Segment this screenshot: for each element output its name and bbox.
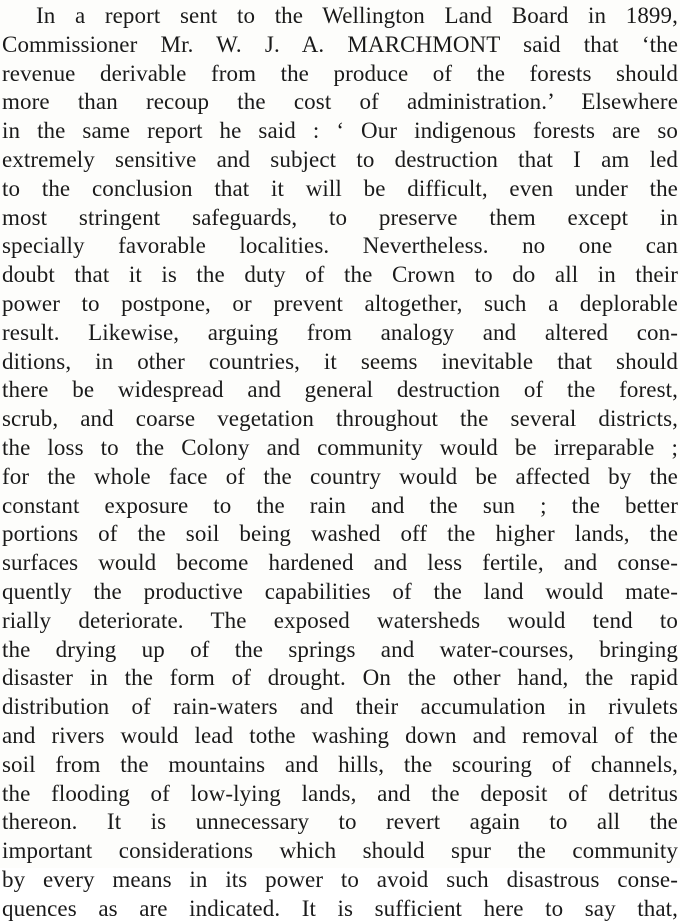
paragraph xyxy=(2,2,678,924)
text-line: power to postpone, or prevent altogether, such a deplorable xyxy=(2,290,678,316)
text-line: more than recoup the cost of administration.’ Elsewhere xyxy=(2,89,678,115)
text-line: extremely sensitive and subject to destruction that I am led xyxy=(2,146,678,172)
text-line: the loss to the Colony and community would be irreparable ; xyxy=(2,434,678,460)
text-line: by every means in its power to avoid such disastrous conse- xyxy=(2,866,678,892)
text-line: revenue derivable from the produce of the forests should xyxy=(2,60,678,86)
text-line: most stringent safeguards, to preserve them except in xyxy=(2,204,678,230)
text-line: and rivers would lead tothe washing down and removal of the xyxy=(2,722,678,748)
text-line: portions of the soil being washed off the higher lands, the xyxy=(2,521,678,547)
text-line: in the same report he said : ‘ Our indigenous forests are so xyxy=(2,118,678,144)
text-line: there be widespread and general destruction of the forest, xyxy=(2,377,678,403)
text-line: for the whole face of the country would be affected by the xyxy=(2,463,678,489)
text-line: constant exposure to the rain and the sun ; the better xyxy=(2,492,678,518)
text-line: the drying up of the springs and water-courses, bringing xyxy=(2,636,678,662)
text-line: to the conclusion that it will be difficult, even under the xyxy=(2,175,678,201)
text-line: distribution of rain-waters and their accumulation in rivulets xyxy=(2,694,678,720)
text-line: ditions, in other countries, it seems inevitable that should xyxy=(2,348,678,374)
text-line: rially deteriorate. The exposed watersheds would tend to xyxy=(2,607,678,633)
text-line: quences as are indicated. It is sufficient here to say that, xyxy=(2,895,678,921)
text-line: important considerations which should spur the community xyxy=(2,838,678,864)
text-line: result. Likewise, arguing from analogy and altered con- xyxy=(2,319,678,345)
text-line: the flooding of low-lying lands, and the deposit of detritus xyxy=(2,780,678,806)
text-line: soil from the mountains and hills, the scouring of channels, xyxy=(2,751,678,777)
text-line: scrub, and coarse vegetation throughout the several districts, xyxy=(2,406,678,432)
text-line: doubt that it is the duty of the Crown to do all in their xyxy=(2,262,678,288)
text-line: Commissioner Mr. W. J. A. MARCHMONT said that ‘the xyxy=(2,31,678,57)
text-line: surfaces would become hardened and less fertile, and conse- xyxy=(2,550,678,576)
text-line: specially favorable localities. Nevertheless. no one can xyxy=(2,233,678,259)
text-line: thereon. It is unnecessary to revert again to all the xyxy=(2,809,678,835)
text-line: In a report sent to the Wellington Land Board in 1899, xyxy=(36,3,678,28)
text-line: disaster in the form of drought. On the other hand, the rapid xyxy=(2,665,678,691)
text-line: quently the productive capabilities of the land would mate- xyxy=(2,578,678,604)
